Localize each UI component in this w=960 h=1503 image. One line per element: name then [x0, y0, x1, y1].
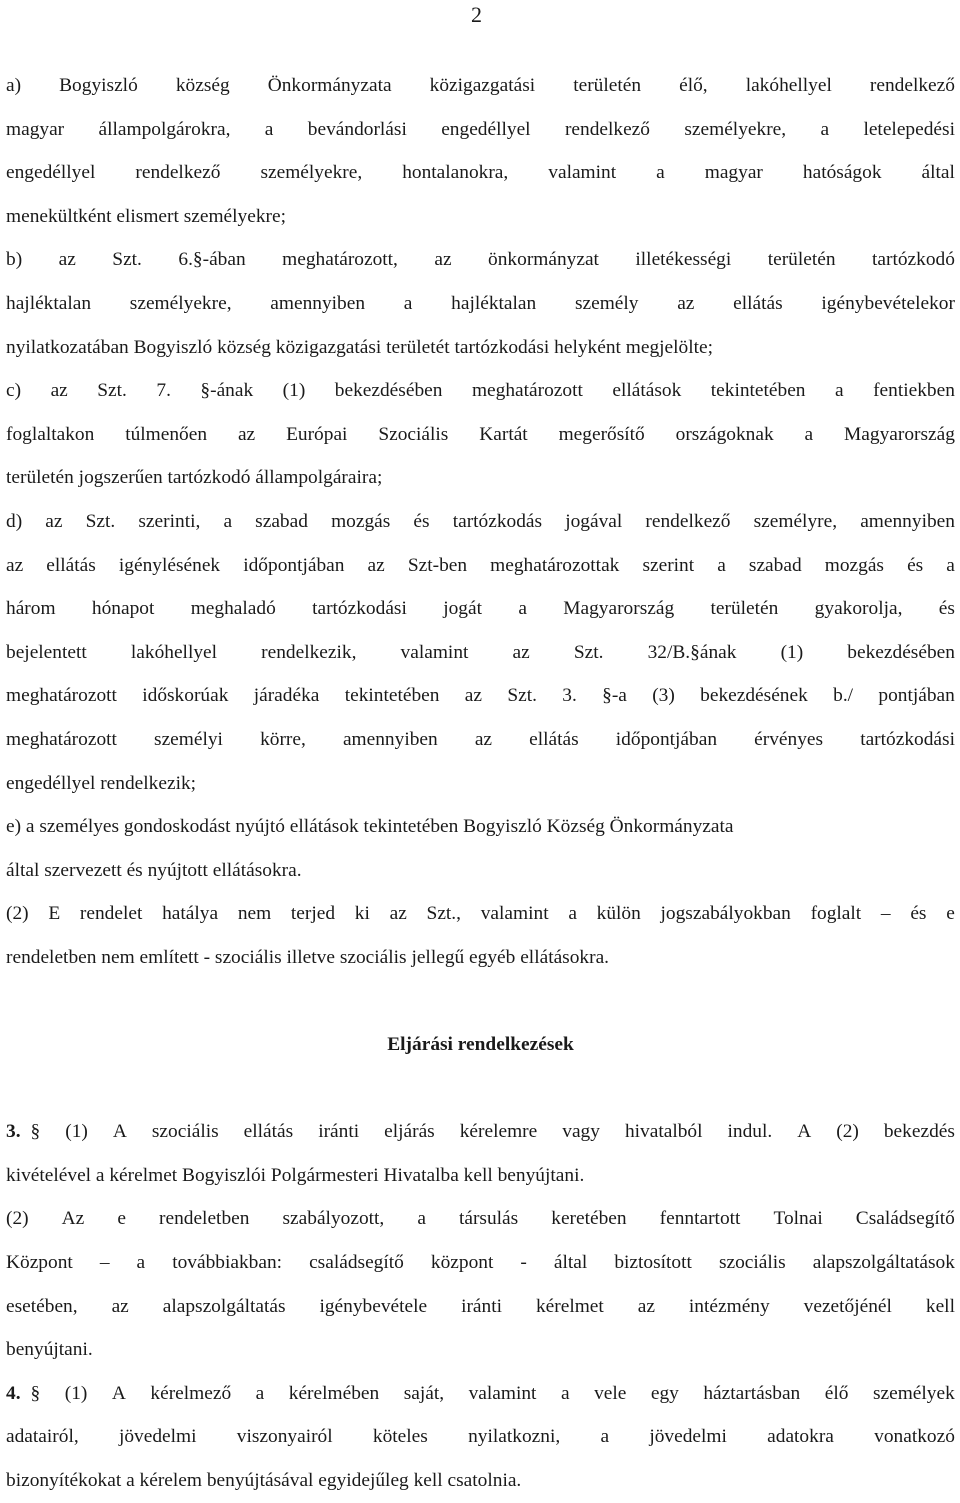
section-4-first-line: [6, 1372, 955, 1416]
paragraph-c: [6, 369, 955, 500]
paragraph-a: [6, 64, 955, 238]
text-line: bejelentett lakóhellyel rendelkezik, valamint az Szt. 32/B.§ának (1) bekezdésében: [6, 641, 955, 663]
text-line: a) Bogyiszló község Önkormányzata közigazgatási területén élő, lakóhellyel rendelkező: [6, 75, 955, 96]
paragraph-b: [6, 238, 955, 369]
text-line: engedéllyel rendelkezik;: [6, 772, 197, 794]
text-line: c) az Szt. 7. §-ának (1) bekezdésében meghatározott ellátások tekintetében a fentiekben: [6, 380, 955, 402]
text-line: meghatározott időskorúak járadéka tekintetében az Szt. 3. §-a (3) bekezdésének b./ pontjában: [6, 685, 955, 707]
text-line: kivételével a kérelmet Bogyiszlói Polgármesteri Hivatalba kell benyújtani.: [6, 1164, 585, 1186]
text-line: meghatározott személyi körre, amennyiben az ellátás időpontjában érvényes tartózkodási: [6, 728, 955, 750]
section-3-first-line: [6, 1110, 955, 1154]
paragraph-d: [6, 500, 955, 805]
text-line: adatairól, jövedelmi viszonyairól köteles nyilatkozni, a jövedelmi adatokra vonatkozó: [6, 1426, 955, 1448]
spacer: [6, 979, 955, 1023]
text-line: benyújtani.: [6, 1339, 93, 1361]
text-line: (2) Az e rendeletben szabályozott, a társulás keretében fenntartott Tolnai Családsegítő: [6, 1208, 955, 1230]
text-line: e) a személyes gondoskodást nyújtó ellátások tekintetében Bogyiszló Község Önkormányzata: [6, 816, 734, 838]
text-line: § (1) A kérelmező a kérelmében saját, valamint a vele egy háztartásban élő személyek: [30, 1382, 955, 1404]
section-number: 3.: [6, 1121, 21, 1143]
text-line: § (1) A szociális ellátás iránti eljárás kérelemre vagy hivatalból indul. A (2) bekezdés: [30, 1121, 955, 1143]
page-number: 2: [471, 2, 482, 27]
section-number: 4.: [6, 1382, 21, 1404]
text-line: b) az Szt. 6.§-ában meghatározott, az önkormányzat illetékességi területén tartózkodó: [6, 249, 955, 271]
text-line: területén jogszerűen tartózkodó állampolgáraira;: [6, 467, 383, 489]
text-line: Központ – a továbbiakban: családsegítő központ - által biztosított szociális alapszolgáltatások: [6, 1252, 955, 1274]
text-line: engedéllyel rendelkező személyekre, hontalanokra, valamint a magyar hatóságok által: [6, 162, 955, 184]
spacer: [6, 1067, 955, 1111]
text-line: d) az Szt. szerinti, a szabad mozgás és tartózkodás jogával rendelkező személyre, amennyiben: [6, 510, 955, 532]
section-3: [6, 1110, 955, 1372]
section-heading: Eljárási rendelkezések: [387, 1034, 574, 1056]
text-line: három hónapot meghaladó tartózkodási jogát a Magyarország területén gyakorolja, és: [6, 598, 955, 620]
text-line: bizonyítékokat a kérelem benyújtásával egyidejűleg kell csatolnia.: [6, 1470, 522, 1491]
document-body: [6, 64, 955, 1503]
text-line: nyilatkozatában Bogyiszló község közigazgatási területét tartózkodási helyként megjelölte;: [6, 336, 713, 358]
text-line: menekültként elismert személyekre;: [6, 205, 286, 227]
text-line: magyar állampolgárokra, a bevándorlási engedéllyel rendelkező személyekre, a letelepedési: [6, 118, 955, 140]
paragraph-e: [6, 805, 955, 892]
text-line: rendeletben nem említett - szociális illetve szociális jellegű egyéb ellátásokra.: [6, 946, 610, 968]
text-line: az ellátás igénylésének időpontjában az Szt-ben meghatározottak szerint a szabad mozgás és a: [6, 554, 955, 576]
section-4: [6, 1372, 955, 1503]
text-line: foglaltakon túlmenően az Európai Szociális Kartát megerősítő országoknak a Magyarország: [6, 423, 955, 445]
paragraph-2: [6, 892, 955, 979]
text-line: hajléktalan személyekre, amennyiben a hajléktalan személy az ellátás igénybevételekor: [6, 292, 955, 314]
text-line: által szervezett és nyújtott ellátásokra.: [6, 859, 302, 881]
text-line: esetében, az alapszolgáltatás igénybevétele iránti kérelmet az intézmény vezetőjénél kell: [6, 1295, 955, 1317]
text-line: (2) E rendelet hatálya nem terjed ki az Szt., valamint a külön jogszabályokban foglalt – és e: [6, 903, 955, 925]
